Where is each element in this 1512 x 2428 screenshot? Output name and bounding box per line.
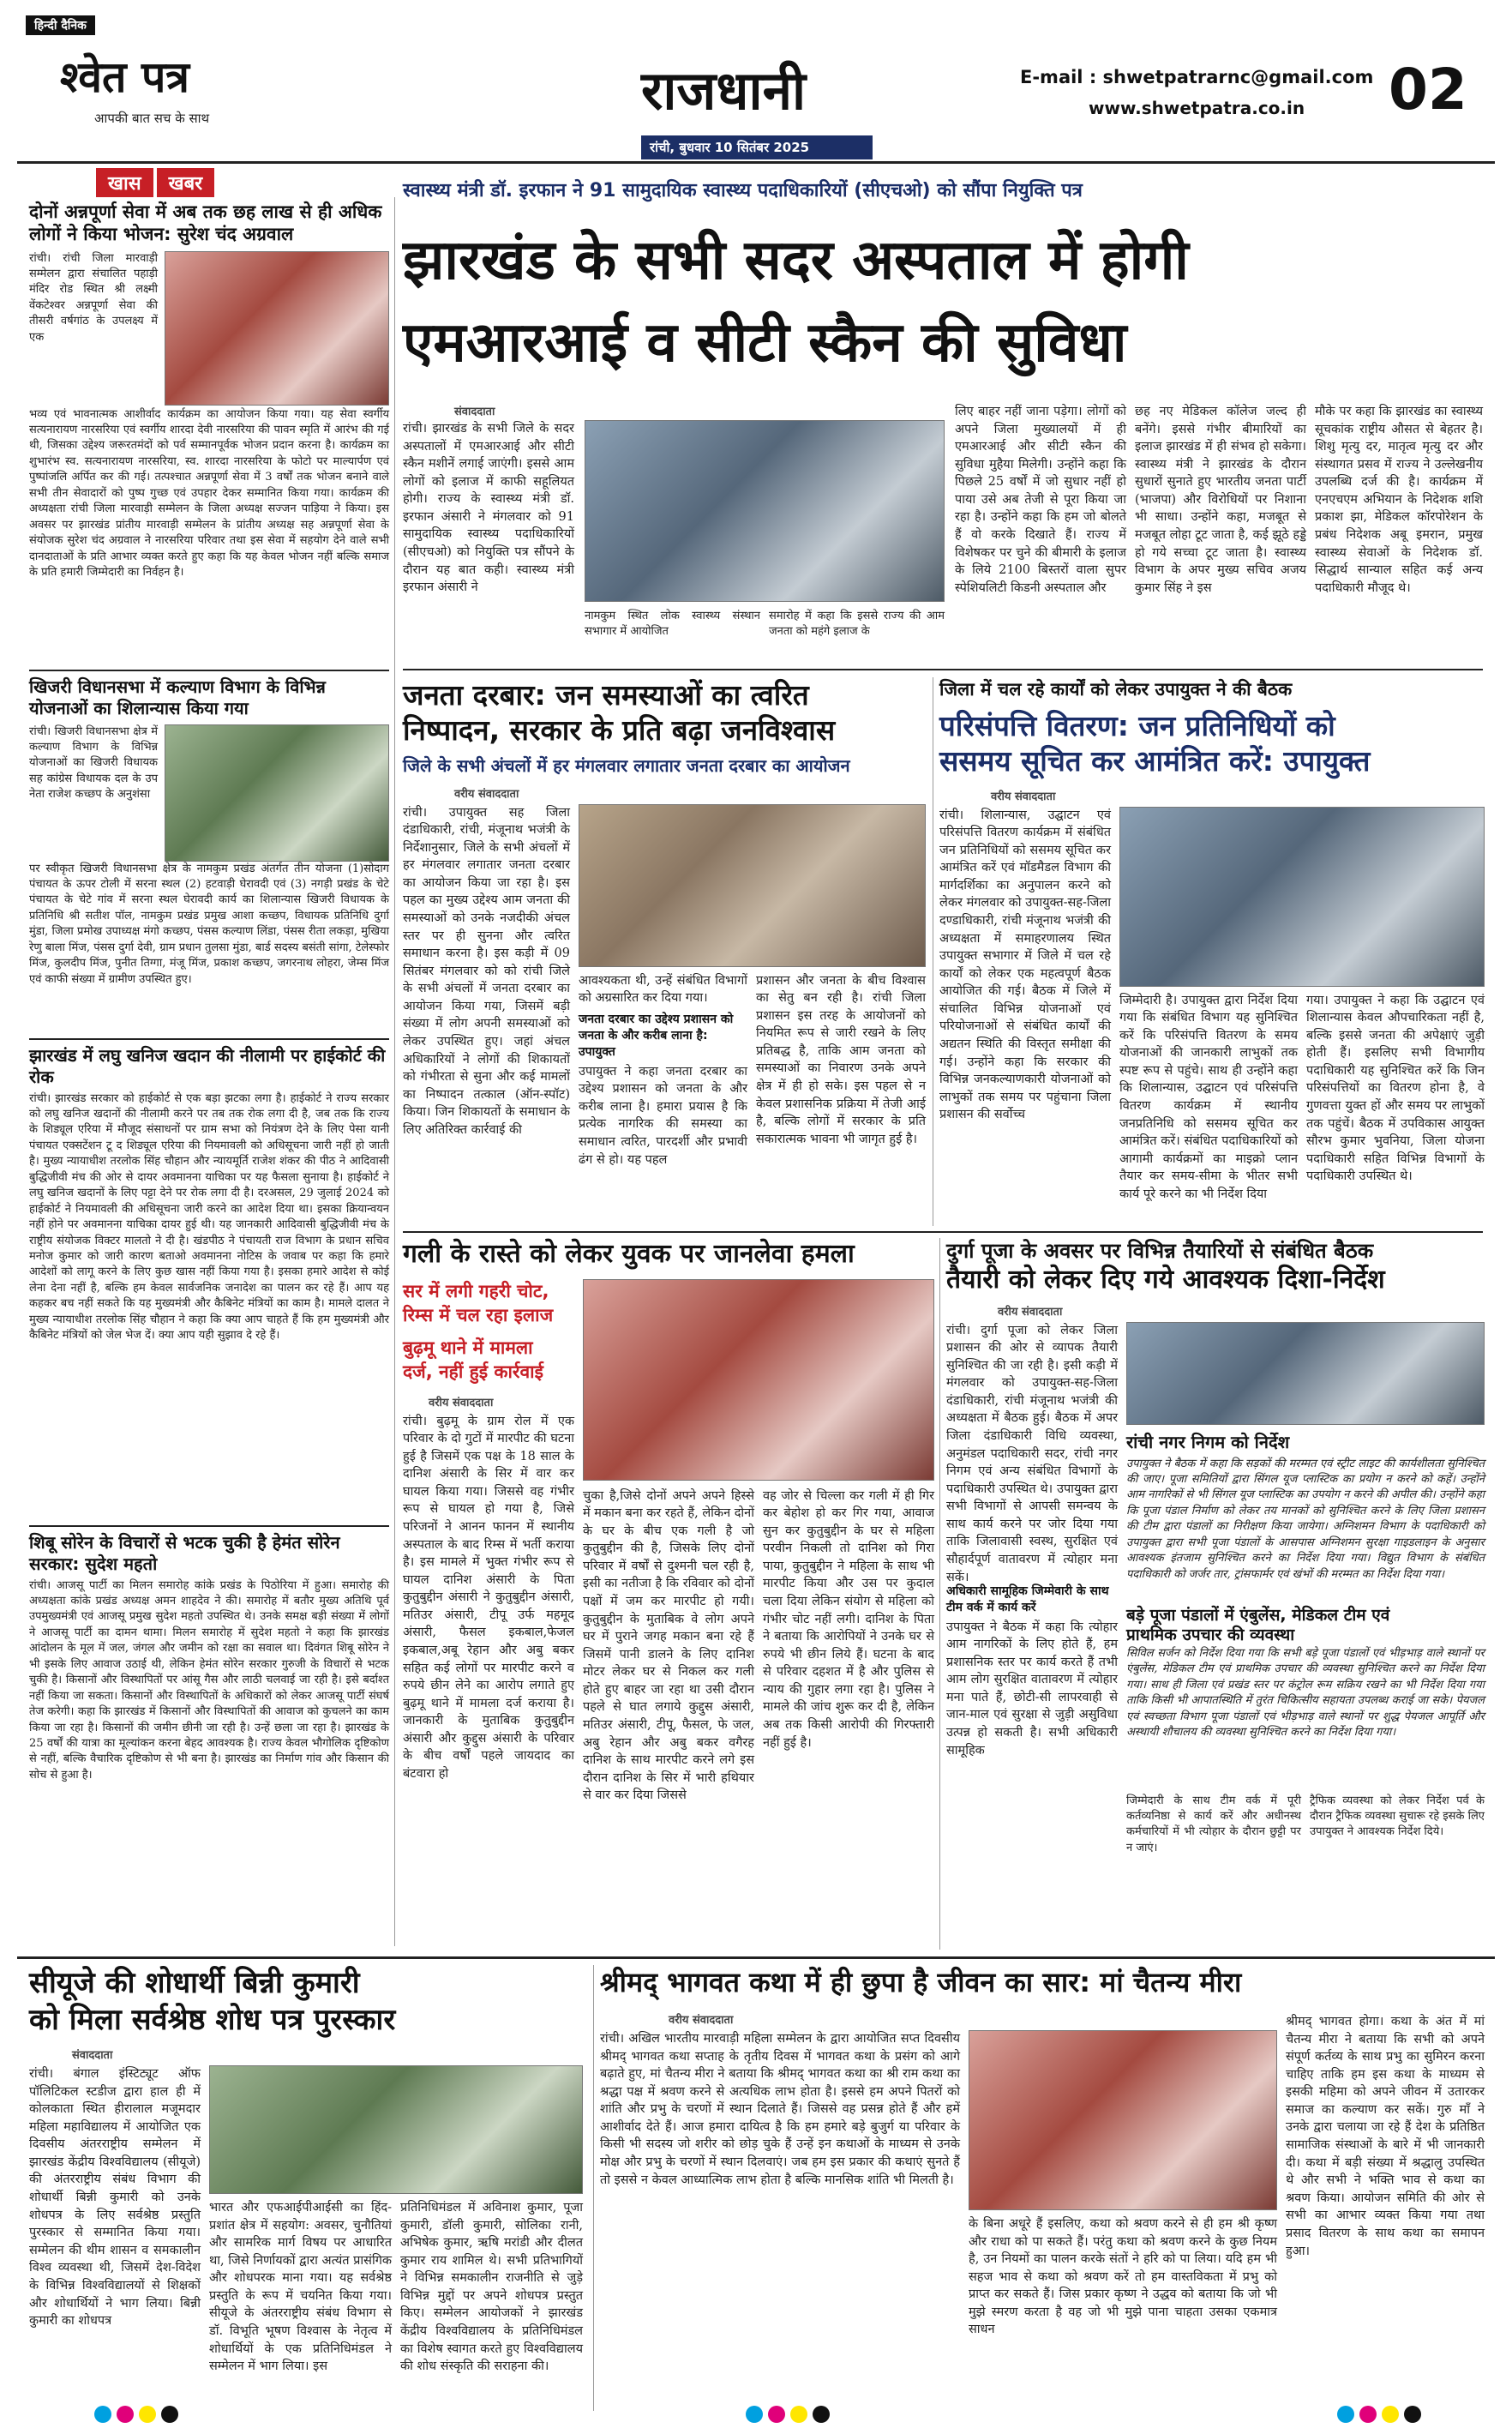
gali-col3: वह जोर से चिल्ला कर गली में ही गिर कर बेहोश हो कर गिर गया, आवाज सुन कर कुतुबुद्दीन के घर से महिला परवीन निकली तो दानिश को गिरा पाया, कुतुबुद्दीन ने महिला के साथ भी मारपीट किया और उस पर कुदाल चला दिया लेकिन संयोग से महिला को गंभीर चोट नहीं लगी। दानिश के पिता ने बताया कि आरोपियों ने उनके घर से रुपये भी छीन लिये हैं। घटना के बाद से परिवार दहशत में है और पुलिस से न्याय की गुहार लगा रहा है। पुलिस ने मामले की जांच शुरू कर दी है, लेकिन अब तक किसी आरोपी की गिरफ्तारी नहीं हुई है। — [763, 1488, 939, 1750]
khas-label: खास — [96, 168, 153, 197]
parisampatti-story — [939, 677, 1489, 1226]
story-sudesh-body: रांची। आजसू पार्टी का मिलन समारोह कांके प्रखंड के पिठोरिया में हुआ। समारोह की अध्यक्षता कांके प्रखंड अध्यक्ष अमन शाहदेव ने की। समारोह में बतौर मुख्य अतिथि पूर्व उपमुख्यमंत्री एवं आजसू प्रमुख सुदेश महतो उपस्थित थे। उनके समक्ष बड़ी संख्या में लोगों ने आजसू पार्टी का दामन थामा। मिलन समारोह में सुदेश महतो ने कहा कि झारखंड आंदोलन के मूल में जल, जंगल और जमीन को रक्षा का सवाल था। दिवंगत शिबू सोरेन ने भी इसके लिए आवाज उठाई थी, लेकिन हेमंत सोरेन सरकार गुरुजी के विचारों से भटक चुकी है। किसानों और विस्थापितों पर आंसू गैस और लाठी चलवाई जा रही है। इसे बर्दाश्त नहीं किया जा सकता। किसानों और विस्थापितों के अधिकारों को लेकर आजसू पार्टी संघर्ष तेज करेगी। कहा कि झारखंड में किसानों और विस्थापितों की आवाज को कुचलने का काम किया जा रहा है। किसानों की जमीन छीनी जा रही है। उन्हें छला जा रहा है। झारखंड के 25 वर्षों की यात्रा का मूल्यांकन करना बेहद आवश्यक है। राज्य केवल भौगोलिक दृष्टिकोण से नहीं, बल्कि वैचारिक दृष्टिकोण से भी बना है। झारखंड का निर्माण गांव और किसान की सोच से हुआ है। — [29, 1578, 393, 1782]
gali-subhead-3: बुढ़मू थाने में मामला — [403, 1337, 533, 1358]
bhagwat-story — [600, 1965, 1489, 2411]
newspaper-slogan: आपकी बात सच के साथ — [94, 111, 210, 126]
janata-col1: रांची। उपायुक्त सह जिला दंडाधिकारी, रांची, मंजूनाथ भजंत्री के निर्देशानुसार, जिले के सभी अंचलों में हर मंगलवार लगातार जनता दरबार का आयोजन किया जा रहा है। इस पहल का मुख्य उद्देश्य आम जनता की समस्याओं को उनके नजदीकी अंचल स्तर पर ही सुनना और त्वरित समाधान करना है। इस कड़ी में 09 सितंबर मंगलवार को को रांची जिले के सभी अंचलों में जनता दरबार का आयोजन किया गया, जिसमें बड़ी संख्या में लोग अपनी समस्याओं को लेकर उपस्थित हुए। जहां अंचल अधिकारियों ने लोगों की शिकायतों को गंभीरता से सुना और कई मामलों का निष्पादन तत्काल (ऑन-स्पॉट) किया। जिन शिकायतों के समाधान के लिए अतिरिक्त कार्रवाई की — [403, 805, 574, 1137]
story-khijri-body: पर स्वीकृत खिजरी विधानसभा क्षेत्र के नामकुम प्रखंड अंतर्गत तीन योजना (1)सोदाग पंचायत के ऊपर टोली में सरना स्थल (2) हटवाड़ी घेरावदी एवं (3) नगड़ी प्रखंड के चेटे पंचायत के चेटे गांव में सरना स्थल घेरावदी कार्य का शिलान्यास खिजरी विधायक के प्रतिनिधि श्री सतीश पॉल, नामकुम प्रखंड प्रमुख आशा कच्छप, विधायक प्रतिनिधि दुर्गा मुंडा, जिला प्रमोख उपाध्यक्ष मंगो कच्छप, पंसस कल्याण लिंडा, पंसस रीता लकड़ा, मुखिया रेणु बाला मिंज, पंसस दुर्गा देवी, ग्राम प्रधान तुलसा मुंडा, बार्ड सदस्य बसंती सांगा, टेलेस्फोर मिंज, कुलदीप मिंज, पुनीत तिग्गा, मंजू मिंज, प्रकाश कच्छप, जगरनाथ लोहरा, जेम्स मिंज एवं काफी संख्या में ग्रामीण उपस्थित हुए। — [29, 862, 393, 986]
story-annapurna-title: दोनों अन्नपूर्णा सेवा में अब तक छह लाख से ही अधिक लोगों ने किया भोजन: सुरेश चंद अग्रवाल — [29, 201, 382, 245]
dateline: रांची, बुधवार 10 सितंबर 2025 — [641, 135, 873, 159]
durga-title-line2: तैयारी को लेकर दिए गये आवश्यक दिशा-निर्देश — [946, 1265, 1385, 1295]
binni-col2: भारत और एफआईपीआईसी का हिंद-प्रशांत क्षेत्र में सहयोग: अवसर, चुनौतियां और सामरिक मार्ग विषय पर आधारित था, जिसे निर्णायकों द्वारा अत्यंत प्रासंगिक और शोधपरक माना गया। यह सर्वश्रेष्ठ प्रस्तुति के रूप में चयनित किया गया। सीयूजे के अंतरराष्ट्रीय संबंध विभाग से डॉ. विभूति भूषण विश्वास के नेतृत्व में शोधार्थियों के एक प्रतिनिधिमंडल ने सम्मेलन में भाग लिया। इस — [209, 2201, 396, 2374]
binni-col1: रांची। बंगाल इंस्टिट्यूट ऑफ पॉलिटिकल स्टडीज द्वारा हाल ही में कोलकाता स्थित हीरालाल मजूमदार महिला महाविद्यालय में आयोजित एक दिवसीय अंतरराष्ट्रीय सम्मेलन में झारखंड केंद्रीय विश्वविद्यालय (सीयूजे) की अंतरराष्ट्रीय संबंध विभाग की शोधार्थी बिन्नी कुमारी को उनके शोधपत्र के लिए सर्वश्रेष्ठ प्रस्तुति पुरस्कार से सम्मानित किया गया। सम्मेलन की थीम शासन व समकालीन विश्व व्यवस्था थी, जिसमें देश-विदेश के विभिन्न विश्वविद्यालयों से शिक्षकों और शोधार्थियों ने भाग लिया। बिन्नी कुमारी का शोधपत्र — [29, 2067, 205, 2329]
gali-title: गली के रास्ते को लेकर युवक पर जानलेवा हमला — [403, 1239, 855, 1269]
story-khijri-title: खिजरी विधानसभा में कल्याण विभाग के विभिन्न योजनाओं का शिलान्यास किया गया — [29, 676, 326, 718]
lead-col4: लिए बाहर नहीं जाना पड़ेगा। लोगों को अपने जिला मुख्यालयों में ही एमआरआई और सीटी स्कैन की सुविधा मुहैया मिलेगी। उन्होंने कहा कि पिछले 25 वर्षों में जो सुधार नहीं हो पाया उसे अब तेजी से पूरा किया जा रहा है। उन्होंने कहा कि हम जो बोलते हैं वो करके दिखाते हैं। राज्य में विशेषकर पर चुने की बीमारी के इलाज के लिये 2100 बिस्तरों वाला सुपर स्पेशियलिटी किडनी अस्पताल और — [955, 405, 1131, 595]
story-annapurna-body: भव्य एवं भावनात्मक आशीर्वाद कार्यक्रम का आयोजन किया गया। यह सेवा स्वर्गीय सत्यनारायण नारसरिया एवं स्वर्गीय शारदा देवी नारसरिया की पावन स्मृति में आरंभ की गई थी, जिसका उद्देश्य जरूरतमंदों को पर्व सम्मानपूर्वक भोजन प्रदान करना है। कार्यक्रम का शुभारंभ स्व. सत्यनारायण नारसरिया, स्व. शारदा नारसरिया के फोटो पर माल्यार्पण एवं पुष्पांजलि अर्पित कर की गई। तत्पश्चात अन्नपूर्णा सेवा में 3 वर्षों तक भोजन बनाने वाले सभी तीन सेवादारों को पुष्प गुच्छ एवं उपहार देकर सम्मानित किया गया। कार्यक्रम की अध्यक्षता रांची जिला मारवाड़ी सम्मेलन के जिला अध्यक्ष सज्जन पाड़िया ने किया। इस अवसर पर झारखंड प्रांतीय मारवाड़ी सम्मेलन के प्रांतीय अध्यक्ष सह अन्नपूर्णा सेवा के संयोजक सुरेश चंद अग्रवाल ने नारसरिया परिवार तथा इस सेवा में सहयोग देने वाले सभी दानदाताओं के प्रति आभार व्यक्त करते हुए कहा कि यह केवल भोजन नहीं बल्कि समाज के प्रति हमारी जिम्मेदारी का निर्वहन है। — [29, 407, 393, 580]
gali-photo — [583, 1279, 934, 1481]
section-title: राजधानी — [641, 59, 807, 122]
janata-photo — [579, 804, 926, 967]
durga-col1: रांची। दुर्गा पूजा को लेकर जिला प्रशासन की ओर से व्यापक तैयारी सुनिश्चित की जा रही है। इसी कड़ी में मंगलवार को उपायुक्त-सह-जिला दंडाधिकारी, रांची मंजूनाथ भजंत्री की अध्यक्षता में बैठक हुई। बैठक में अपर जिला दंडाधिकारी विधि व्यवस्था, अनुमंडल पदाधिकारी सदर, रांची नगर निगम एवं अन्य संबंधित विभागों के पदाधिकारी उपस्थित थे। उपायुक्त द्वारा सभी विभागों से आपसी समन्वय के साथ कार्य करने पर जोर दिया गया ताकि जिलावासी स्वस्थ, सुरक्षित एवं सौहार्दपूर्ण वातावरण में त्योहार मना सकें। — [946, 1323, 1122, 1584]
bhagwat-title: श्रीमद् भागवत कथा में ही छुपा है जीवन का सार: मां चैतन्य मीरा — [600, 1966, 1242, 1998]
email-text: E-mail : shwetpatrarnc@gmail.com — [1020, 67, 1374, 87]
masthead-tag: हिन्दी दैनिक — [26, 15, 95, 35]
khijri-photo — [165, 724, 389, 862]
registration-marks-left — [94, 2406, 178, 2423]
lead-kicker: स्वास्थ्य मंत्री डॉ. इरफान ने 91 सामुदायिक स्वास्थ्य पदाधिकारियों (सीएचओ) को सौंपा नियुक्ति पत्र — [403, 180, 1083, 201]
story-sudesh-title: शिबू सोरेन के विचारों से भटक चुकी है हेमंत सोरेन सरकार: सुदेश महतो — [29, 1531, 340, 1574]
khas-khabar-label — [96, 168, 214, 197]
binni-title-line1: सीयूजे की शोधार्थी बिन्नी कुमारी — [29, 1966, 360, 2000]
khabar-label: खबर — [157, 168, 215, 197]
durga-photo — [1126, 1322, 1485, 1425]
janata-subtitle: जिले के सभी अंचलों में हर मंगलवार लगातार जनता दरबार का आयोजन — [403, 754, 850, 776]
durga-title-line1: दुर्गा पूजा के अवसर पर विभिन्न तैयारियों से संबंधित बैठक — [946, 1239, 1374, 1263]
story-annapurna-intro: रांची। रांची जिला मारवाड़ी सम्मेलन द्वारा संचालित पहाड़ी मंदिर रोड स्थित श्री लक्ष्मी वेंकटेश्वर अन्नपूर्णा सेवा की तीसरी वर्षगांठ के उपलक्ष्य में एक — [29, 251, 162, 344]
parisampatti-title-line1: परिसंपत्ति वितरण: जन प्रतिनिधियों को — [939, 709, 1335, 742]
lead-headline-line1: झारखंड के सभी सदर अस्पताल में होगी — [403, 228, 1189, 292]
gali-col2: चुका है,जिसे दोनों अपने अपने हिस्से में मकान बना कर रहते हैं, लेकिन दोनों के घर के बीच एक गली है जो कुतुबुद्दीन की है, जिसके लिए दोनों परिवार में वर्षों से दुश्मनी चल रही है, इसी का नतीजा है कि रविवार को दोनों पक्षों में जम कर मारपीट हो गयी। कुतुबुद्दीन के मुताबिक वे लोग अपने घर में पुराने जगह मकान बना रहे हैं जिसमें पानी डालने के लिए दानिश मोटर लेकर घर से निकल कर गली होते हुए बाहर जा रहा था उसी दौरान पहले से घात लगाये कुद्दुस अंसारी, मतिउर अंसारी, टीपू, फैसल, फे जल, अबु रेहान और अबु बकर वगैरह दानिश के साथ मारपीट करने लगे इस दौरान दानिश के सिर में भारी हथियार से वार कर दिया जिससे — [583, 1488, 759, 1803]
gali-col1: रांची। बुढ़मू के ग्राम रोल में एक परिवार के दो गुटों में मारपीट की घटना हुई है जिसमें एक पक्ष के 18 साल के दानिश अंसारी के सिर में वार कर घायल किया गया। जिससे वह गंभीर रूप से घायल हो गया है, जिसे परिजनों ने आनन फानन में स्थानीय अस्पताल के बाद रिम्स में भर्ती कराया है। इस मामले में भुक्त गंभीर रूप से घायल दानिश अंसारी के पिता कुतुबुद्दीन अंसारी ने कुतुबुद्दीन अंसारी, मतिउर अंसारी, टीपू उर्फ महमूद अंसारी, फैसल इकबाल,फेजल इकबाल,अबू रेहान और अबु बकर सहित कई लोगों पर मारपीट करने व रुपये छीन लेने का आरोप लगाते हुए बुढ़मू थाने में मामला दर्ज कराया है। जानकारी के मुताबिक कुतुबुद्दीन अंसारी और कुद्दुस अंसारी के परिवार के बीच वर्षों पहले जायदाद का बंटवारा हो — [403, 1414, 579, 1782]
janata-col2-body: उपायुक्त ने कहा जनता दरबार का उद्देश्य प्रशासन को जनता के और करीब लाना है। हमारा प्रयास है कि प्रत्येक नागरिक की समस्या का समाधान त्वरित, पारदर्शी और प्रभावी ढंग से हो। यह पहल — [579, 1064, 752, 1167]
lead-col6: मौके पर कहा कि झारखंड का स्वास्थ्य सूचकांक राष्ट्रीय औसत से बेहतर है। शिशु मृत्यु दर, मातृत्व मृत्यु दर और संस्थागत प्रसव में राज्य ने उल्लेखनीय उपलब्धि दर्ज की है। कार्यक्रम में एनएचएम अभियान के निदेशक शशि प्रकाश झा, मेडिकल कॉरपोरेशन के प्रबंध निदेशक अबू इमरान, प्रमुख स्वास्थ्य सेवाओं के निदेशक डॉ. सिद्धार्थ सान्याल सहित कई अन्य पदाधिकारी मौजूद थे। — [1315, 405, 1487, 595]
parisampatti-col2: जिम्मेदारी है। उपायुक्त द्वारा निर्देश दिया गया कि संबंधित विभाग यह सुनिश्चित करें कि परिसंपत्ति वितरण के समय योजनाओं की जानकारी लाभुकों तक स्पष्ट रूप से पहुंचे। साथ ही उन्होंने कहा कि शिलान्यास, उद्घाटन एवं परिसंपत्ति वितरण कार्यक्रम में स्थानीय जनप्रतिनिधि को ससमय सूचित कर आमंत्रित करें। संबंधित पदाधिकारियों को आगामी कार्यक्रमों का माइक्रो प्लान तैयार कर समय-सीमा के भीतर सभी कार्य पूरे करने का भी निर्देश दिया — [1119, 993, 1302, 1201]
bhagwat-col1: रांची। अखिल भारतीय मारवाड़ी महिला सम्मेलन के द्वारा आयोजित सप्त दिवसीय श्रीमद् भागवत कथा सप्ताह के तृतीय दिवस में भागवत कथा के प्रसंग को आगे बढ़ाते हुए, मां चैतन्य मीरा ने बताया कि श्रीमद् भागवत कथा का श्री राम कथा का श्रद्धा पक्ष में श्रवण करने से अत्यधिक लाभ होता है। इससे हम अपने पितरों को शांति और प्रभु के चरणों में स्थान दिलाते हैं। जिससे वह प्रसन्न होते हैं और हमें आशीर्वाद देते हैं। आज हमारा दायित्व है कि हम हमारे बड़े बुजुर्ग या परिवार के किसी भी सदस्य जो शरीर को छोड़ चुके हैं उन्हें इन कथाओं के माध्यम से उनके मोक्ष और प्रभु के चरणों में स्थान दिलवाएं। जब हम इस प्रकार की कथाएं सुनते हैं तो इससे न केवल आध्यात्मिक लाभ होता है बल्कि मानसिक शांति भी मिलती है। — [600, 2032, 964, 2187]
parisampatti-photo — [1119, 807, 1485, 987]
janata-darbar-story — [403, 677, 930, 1226]
bhagwat-col3: श्रीमद् भागवत होगा। कथा के अंत में मां चैतन्य मीरा ने बताया कि सभी को अपने संपूर्ण कर्तव्य के साथ प्रभु का सुमिरन करना चाहिए ताकि हम इस कथा के माध्यम से इसकी महिमा को अपने जीवन में उतारकर समाज का कल्याण कर सकें। गुरु माँ ने उनके द्वारा चलाया जा रहे हैं देश के प्रतिष्ठित सामाजिक संस्थाओं के बारे में भी जानकारी दी। कथा में बड़ी संख्या में श्रद्धालु उपस्थित थे और सभी ने भक्ति भाव से कथा का श्रवण किया। आयोजन समिति की ओर से सभी का आभार व्यक्त किया गया तथा प्रसाद वितरण के साथ कथा का समापन हुआ। — [1286, 2015, 1489, 2258]
parisampatti-byline: वरीय संवाददाता — [991, 790, 1056, 803]
ambulance-heading-2: प्राथमिक उपचार की व्यवस्था — [1126, 1626, 1295, 1645]
binni-byline: संवाददाता — [72, 2049, 113, 2062]
left-column — [29, 201, 393, 1950]
registration-marks-center — [746, 2406, 830, 2423]
masthead-rule — [17, 161, 1495, 164]
ambulance-body: सिविल सर्जन को निर्देश दिया गया कि सभी बड़े पूजा पंडालों एवं भीड़भाड़ वाले स्थानों पर एंबुलेंस, मेडिकल टीम एवं प्राथमिक उपचार की व्यवस्था सुनिश्चित करने का निर्देश दिया गया। साथ ही जिला एवं प्रखंड स्तर पर कंट्रोल रूम सक्रिय रखने का भी निर्देश दिया गया ताकि किसी भी आपातस्थिति में तुरंत चिकित्सीय सहायता उपलब्ध कराई जा सके। पेयजल एवं स्वच्छता विभाग पूजा पंडालों एवं भीड़भाड़ वाले स्थानों पर शुद्ध पेयजल आपूर्ति और अस्थायी शौचालय की व्यवस्था सुनिश्चित करने का निर्देश दिया गया। — [1126, 1647, 1489, 1740]
gali-subhead-1: सर में लगी गहरी चोट, — [403, 1280, 549, 1301]
nigam-heading: रांची नगर निगम को निर्देश — [1126, 1431, 1290, 1452]
lead-body — [403, 403, 1487, 660]
website-text: www.shwetpatra.co.in — [1089, 98, 1305, 118]
newspaper-name: श्वेत पत्र — [60, 51, 189, 102]
gali-byline: वरीय संवाददाता — [429, 1396, 494, 1409]
binni-photo — [209, 2065, 583, 2194]
janata-col3: प्रशासन और जनता के बीच विश्वास का सेतु बन रही है। रांची जिला प्रशासन इस तरह के आयोजनों को नियमित रूप से जारी रखने के लिए प्रतिबद्ध है, ताकि आम जनता को समस्याओं का निवारण उनके अपने क्षेत्र में ही हो सके। इस पहल से न केवल प्रशासनिक प्रक्रिया में तेजी आई है, बल्कि लोगों में सरकार के प्रति सकारात्मक भावना भी जागृत हुई है। — [756, 973, 930, 1146]
binni-title-line2: को मिला सर्वश्रेष्ठ शोध पत्र पुरस्कार — [29, 2002, 396, 2037]
story-khijri-intro: रांची। खिजरी विधानसभा क्षेत्र में कल्याण विभाग के विभिन्न योजनाओं का खिजरी विधायक सह कांग्रेस विधायक दल के उप नेता राजेश कच्छप के अनुशंसा — [29, 724, 162, 802]
lead-caption-1: नामकुम स्थित लोक स्वास्थ्य संस्थान सभागार में आयोजित — [585, 610, 765, 639]
durga-tail1: जिम्मेदारी के साथ टीम वर्क में पूरी कर्तव्यनिष्ठा से कार्य करें और अधीनस्थ कर्मचारियों में भी त्योहार के दौरान छुट्टी पर न जाएं। — [1126, 1794, 1305, 1854]
bhagwat-photo — [969, 2030, 1277, 2210]
lead-col5: छह नए मेडिकल कॉलेज जल्द ही बनेंगे। इससे गंभीर बीमारियों का इलाज झारखंड में ही संभव हो सकेगा। स्वास्थ्य मंत्री ने झारखंड के दौरान सुधारों सुनाते हुए भारतीय जनता पार्टी (भाजपा) और विरोधियों पर निशाना भी साधा। उन्होंने कहा, मजबूत से मजबूत लोहा टूट जाता है, कई झूठे हड्डे हो गये सच्चा टूट जाता है। स्वास्थ्य विभाग के अपर मुख्य सचिव अजय कुमार सिंह ने इस — [1135, 405, 1311, 595]
janata-title-line2: निष्पादन, सरकार के प्रति बढ़ा जनविश्वास — [403, 713, 836, 748]
durga-byline: वरीय संवाददाता — [998, 1305, 1063, 1319]
janata-title-line1: जनता दरबार: जन समस्याओं का त्वरित — [403, 678, 809, 712]
durga-col1b: उपायुक्त ने बैठक में कहा कि त्योहार आम नागरिकों के लिए होते हैं, हम प्रशासनिक स्तर पर कार्य करते हैं तभी आम लोग सुरक्षित वातावरण में त्योहार मना पाते हैं, छोटी-सी लापरवाही से जान-माल एवं सुरक्षा से जुड़ी असुविधा उत्पन्न हो सकती है। सभी अधिकारी सामूहिक — [946, 1620, 1122, 1758]
parisampatti-kicker: जिला में चल रहे कार्यों को लेकर उपायुक्त ने की बैठक — [939, 679, 1293, 700]
binni-story — [29, 1965, 586, 2411]
lead-photo — [585, 420, 945, 602]
parisampatti-col1: रांची। शिलान्यास, उद्घाटन एवं परिसंपत्ति वितरण कार्यक्रम में संबंधित जन प्रतिनिधियों को ससमय सूचित कर आमंत्रित करें एवं मॉडमैडल विभाग की मार्गदर्शिका का अनुपालन करने को लेकर मंगलवार को उपायुक्त-सह-जिला दण्डाधिकारी, रांची मंजूनाथ भजंत्री की अध्यक्षता में समाहरणालय स्थित उपायुक्त सभागार में जिले में चल रहे कार्यों को लेकर एक महत्वपूर्ण बैठक आयोजित की गई। बैठक में जिले में संचालित विभिन्न योजनाओं एवं परियोजनाओं से संबंधित कार्यों की अद्यतन स्थिति की विस्तृत समीक्षा की गई। उन्होंने कहा कि सरकार की विभिन्न जनकल्याणकारी योजनाओं को लाभुकों तक समय पर पहुंचाना जिला प्रशासन की सर्वोच्च — [939, 808, 1115, 1122]
registration-marks-right — [1337, 2406, 1421, 2423]
ambulance-heading-1: बड़े पूजा पंडालों में एंबुलेंस, मेडिकल टीम एवं — [1126, 1605, 1390, 1625]
durga-subhead-team: अधिकारी सामूहिक जिम्मेवारी के साथ टीम वर्क में कार्य करें — [946, 1584, 1109, 1614]
lead-caption-2: समारोह में कहा कि इससे राज्य की आम जनता को महंगे इलाज के — [769, 610, 949, 639]
binni-col3: प्रतिनिधिमंडल में अविनाश कुमार, पूजा कुमारी, डॉली कुमारी, सोलिका रानी, अभिषेक कुमार, ऋषि मरांडी और दीलत कुमार राय शामिल थे। सभी प्रतिभागियों ने विभिन्न समकालीन राजनीति से जुड़े विभिन्न मुद्दों पर अपने शोधपत्र प्रस्तुत किए। सम्मेलन आयोजकों ने झारखंड केंद्रीय विश्वविद्यालय के प्रतिनिधिमंडल का विशेष स्वागत करते हुए विश्वविद्यालय की शोध संस्कृति की सराहना की। — [400, 2201, 587, 2374]
lead-headline-line2: एमआरआई व सीटी स्कैन की सुविधा — [403, 310, 1127, 375]
parisampatti-title-line2: ससमय सूचित कर आमंत्रित करें: उपायुक्त — [939, 744, 1371, 778]
parisampatti-col3: गया। उपायुक्त ने कहा कि उद्घाटन एवं शिलान्यास केवल औपचारिकता नहीं है, बल्कि इससे जनता की अपेक्षाएं जुड़ी होती हैं। इसलिए सभी विभागीय पदाधिकारी यह सुनिश्चित करें कि जिन परिसंपत्तियों का वितरण होना है, वे गुणवत्ता युक्त हों और समय पर लाभुकों तक पहुंचें। बैठक में उपविकास आयुक्त सौरभ कुमार भुवनिया, जिला योजना पदाधिकारी सहित विभिन्न विभागों के पदाधिकारी उपस्थित थे। — [1306, 993, 1489, 1184]
gali-subhead-4: दर्ज, नहीं हुई कार्रवाई — [403, 1361, 543, 1382]
janata-col2-heading: जनता दरबार का उद्देश्य प्रशासन को जनता के और करीब लाना है: उपायुक्त — [579, 1012, 734, 1059]
masthead — [26, 15, 1486, 161]
gali-subhead-2: रिम्स में चल रहा इलाज — [403, 1304, 554, 1325]
bhagwat-byline: वरीय संवाददाता — [669, 2014, 734, 2027]
janata-col2: आवश्यकता थी, उन्हें संबंधित विभागों को अग्रसारित कर दिया गया। — [579, 973, 752, 1006]
lead-byline: संवाददाता — [454, 406, 495, 418]
page-number: 02 — [1389, 57, 1467, 123]
janata-byline: वरीय संवाददाता — [454, 787, 519, 801]
story-highcourt-body: रांची। झारखंड सरकार को हाईकोर्ट से एक बड़ा झटका लगा है। हाईकोर्ट ने राज्य सरकार को लघु खनिज खदानों की नीलामी करने पर तब तक रोक लगा दी है, जब तक कि राज्य के शिड्यूल एरिया में मौजूद संसाधनों पर ग्राम सभा को नियंत्रण देने के लिए पेसा यानी पंचायत एक्सटेंशन टू द शिड्यूल एरिया की नियमावली को अधिसूचना जारी नहीं हो जाती है। मुख्य न्यायाधीश तरलोक सिंह चौहान और न्यायमूर्ति राजेश शंकर की पीठ ने आदिवासी बुद्धिजीवी मंच की ओर से दायर अवमानना याचिका पर यह फैसला सुनाया है। हाईकोर्ट ने लघु खनिज खदानों के लिए पट्टा देने पर रोक लगा दी है। दरअसल, 29 जुलाई 2024 को हाईकोर्ट ने नियमावली की अधिसूचना जारी करने का आदेश दिया था। इसका क्रियान्वयन नहीं होने पर अवमानना याचिका दायर हुई थी। यह जानकारी आदिवासी बुद्धिजीवी मंच के राष्ट्रीय संयोजक विक्टर मालतो ने दी है। खंडपीठ ने पंचायती राज विभाग के प्रधान सचिव मनोज कुमार को जारी कारण बताओ अवमानना नोटिस के जवाब पर कहा कि हमारे आदेशों को लागू करने के लिए कुछ खास नहीं किया गया है। इसका हमारे आदेश से कोई लेना देना नहीं है, बल्कि हम केवल सार्वजनिक जनादेश का पालन कर रहे हैं। आप यह कहकर बच नहीं सकते कि यह मुख्यमंत्री और कैबिनेट मंत्रियों का काम है। मामले दालत ने मुख्य न्यायाधीश तरलोक सिंह चौहान ने कहा कि क्या आप चाहते हैं कि हम मुख्यमंत्री और कैबिनेट मंत्रियों को जेल भेज दें। क्या आप यही सुझाव दे रहे हैं। — [29, 1091, 393, 1343]
bhagwat-col2: के बिना अधूरे हैं इसलिए, कथा को श्रवण करने से ही हम श्री कृष्ण और राधा को पा सकते हैं। परंतु कथा को श्रवण करने के कुछ नियम है, उन नियमों का पालन करके संतों ने हरि को पा लिया। यदि हम भी सहज भाव से कथा को श्रवण करें तो हम वास्तविकता में प्रभु को प्राप्त कर सकते हैं। जिस प्रकार कृष्ण ने उद्धव को बताया कि जो भी मुझे स्मरण करता है वह जो भी मुझे पाना चाहता उसका एकमात्र साधन — [969, 2217, 1281, 2337]
lead-col1: रांची। झारखंड के सभी जिले के सदर अस्पतालों में एमआरआई और सीटी स्कैन मशीनें लगाई जाएंगी। इससे आम लोगों को इलाज में काफी सहूलियत होगी। राज्य के स्वास्थ्य मंत्री डॉ. इरफान अंसारी ने मंगलवार को 91 सामुदायिक स्वास्थ्य पदाधिकारियों (सीएचओ) को नियुक्ति पत्र सौंपने के दौरान यह बात कही। स्वास्थ्य मंत्री इरफान अंसारी ने — [403, 422, 579, 595]
durga-tail2: ट्रैफिक व्यवस्था को लेकर निर्देश पर्व के दौरान ट्रैफिक व्यवस्था सुचारू रहे इसके लिए उपायुक्त ने आवश्यक निर्देश दिये। — [1310, 1794, 1489, 1839]
story-highcourt-title: झारखंड में लघु खनिज खदान की नीलामी पर हाईकोर्ट की रोक — [29, 1044, 386, 1087]
nigam-body: उपायुक्त ने बैठक में कहा कि सड़कों की मरम्मत एवं स्ट्रीट लाइट की कार्यशीलता सुनिश्चित की जाए। पूजा समितियों द्वारा सिंगल यूज प्लास्टिक का प्रयोग न करने को कहें। उन्होंने आम नागरिकों से भी सिंगल यूज प्लास्टिक का उपयोग न करने की अपील की। उन्होंने कहा कि पूजा पंडाल निर्माण को लेकर तय मानकों को सुनिश्चित करने के लिए जिला प्रशासन की टीम द्वारा पंडालों का निरीक्षण किया जायेगा। अग्निशमन विभाग के पदाधिकारी को उपायुक्त द्वारा सभी पूजा पंडालों के आसपास अग्निशमन सुरक्षा गाइडलाइन के अनुसार आवश्यक इंतजाम सुनिश्चित करने का निर्देश दिया गया। विद्युत विभाग के संबंधित पदाधिकारी को जर्जर तार, ट्रांसफार्मर एवं खंभों की मरम्मत का निर्देश दिया गया। — [1126, 1457, 1489, 1581]
annapurna-photo — [165, 251, 389, 406]
durga-story — [946, 1238, 1489, 1950]
gali-story — [403, 1238, 939, 1950]
